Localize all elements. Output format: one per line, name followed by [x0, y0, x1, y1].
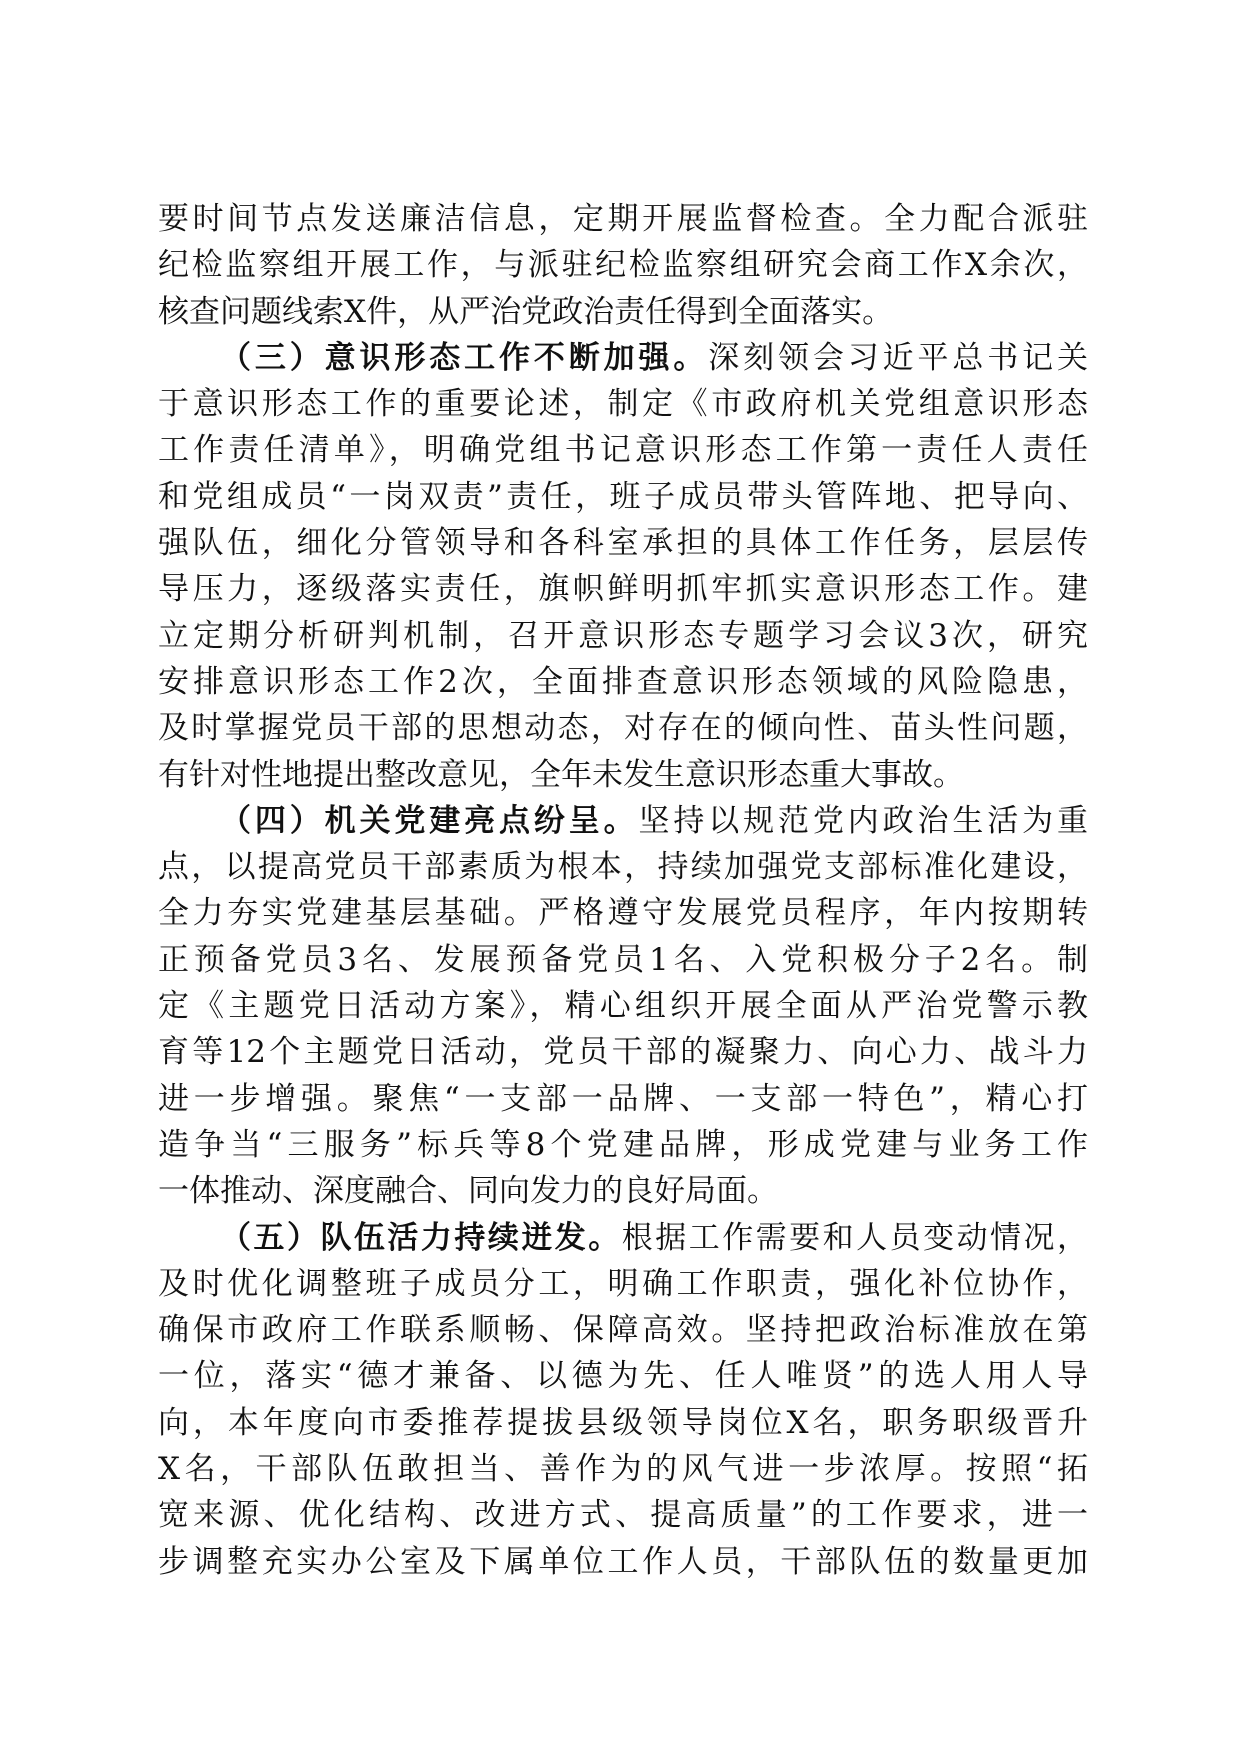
text-line: 向，本年度向市委推荐提拔县级领导岗位X名，职务职级晋升	[158, 1404, 1088, 1441]
section-heading-5: （五）队伍活力持续迸发。	[220, 1219, 622, 1256]
section-heading-4: （四）机关党建亮点纷呈。	[220, 802, 639, 839]
text-line: 纪检监察组开展工作，与派驻纪检监察组研究会商工作X余次，	[158, 247, 1088, 284]
text-line: 核查问题线索X件，从严治党政治责任得到全面落实。	[158, 293, 894, 330]
text-line: 工作责任清单》，明确党组书记意识形态工作第一责任人责任	[158, 432, 1088, 469]
paragraph-party-building	[158, 798, 1088, 1215]
text-line: 定《主题党日活动方案》，精心组织开展全面从严治党警示教	[158, 988, 1088, 1025]
text-line	[158, 335, 1088, 381]
text-line: 进一步增强。聚焦“一支部一品牌、一支部一特色”，精心打	[158, 1080, 1088, 1117]
text-line: 宽来源、优化结构、改进方式、提高质量”的工作要求，进一	[158, 1497, 1088, 1534]
text-fragment: 深刻领会习近平总书记关	[708, 339, 1088, 376]
text-line: 及时掌握党员干部的思想动态，对存在的倾向性、苗头性问题，	[158, 710, 1088, 747]
paragraph-team-vitality	[158, 1215, 1088, 1585]
paragraph-ideology-work	[158, 335, 1088, 798]
document-body	[158, 196, 1088, 1585]
paragraph-integrity-supervision	[158, 196, 1088, 335]
text-line: 点，以提高党员干部素质为根本，持续加强党支部标准化建设，	[158, 849, 1088, 886]
text-line: 及时优化调整班子成员分工，明确工作职责，强化补位协作，	[158, 1265, 1088, 1302]
text-line: 全力夯实党建基层基础。严格遵守发展党员程序，年内按期转	[158, 895, 1088, 932]
text-line: 于意识形态工作的重要论述，制定《市政府机关党组意识形态	[158, 386, 1088, 423]
text-line: 有针对性地提出整改意见，全年未发生意识形态重大事故。	[158, 756, 964, 793]
text-line: 一位，落实“德才兼备、以德为先、任人唯贤”的选人用人导	[158, 1358, 1088, 1395]
text-line: 安排意识形态工作2次，全面排查意识形态领域的风险隐患，	[158, 663, 1088, 700]
text-line: 正预备党员3名、发展预备党员1名、入党积极分子2名。制	[158, 941, 1088, 978]
text-line: 育等12个主题党日活动，党员干部的凝聚力、向心力、战斗力	[158, 1034, 1088, 1071]
text-line	[158, 798, 1088, 844]
text-fragment: 坚持以规范党内政治生活为重	[638, 802, 1088, 839]
text-line	[158, 1215, 1088, 1261]
text-line: 和党组成员“一岗双责”责任，班子成员带头管阵地、把导向、	[158, 478, 1088, 515]
text-line: 立定期分析研判机制，召开意识形态专题学习会议3次，研究	[158, 617, 1088, 654]
text-line: 强队伍，细化分管领导和各科室承担的具体工作任务，层层传	[158, 525, 1088, 562]
text-line: 要时间节点发送廉洁信息，定期开展监督检查。全力配合派驻	[158, 201, 1088, 237]
text-line: 导压力，逐级落实责任，旗帜鲜明抓牢抓实意识形态工作。建	[158, 571, 1088, 608]
text-line: 步调整充实办公室及下属单位工作人员，干部队伍的数量更加	[158, 1543, 1088, 1580]
text-line: X名，干部队伍敢担当、善作为的风气进一步浓厚。按照“拓	[158, 1451, 1088, 1488]
text-fragment: 根据工作需要和人员变动情况，	[621, 1219, 1089, 1256]
text-line: 确保市政府工作联系顺畅、保障高效。坚持把政治标准放在第	[158, 1312, 1088, 1349]
section-heading-3: （三）意识形态工作不断加强。	[220, 339, 709, 376]
text-line: 一体推动、深度融合、同向发力的良好局面。	[158, 1173, 778, 1210]
text-line: 造争当“三服务”标兵等8个党建品牌，形成党建与业务工作	[158, 1126, 1088, 1163]
